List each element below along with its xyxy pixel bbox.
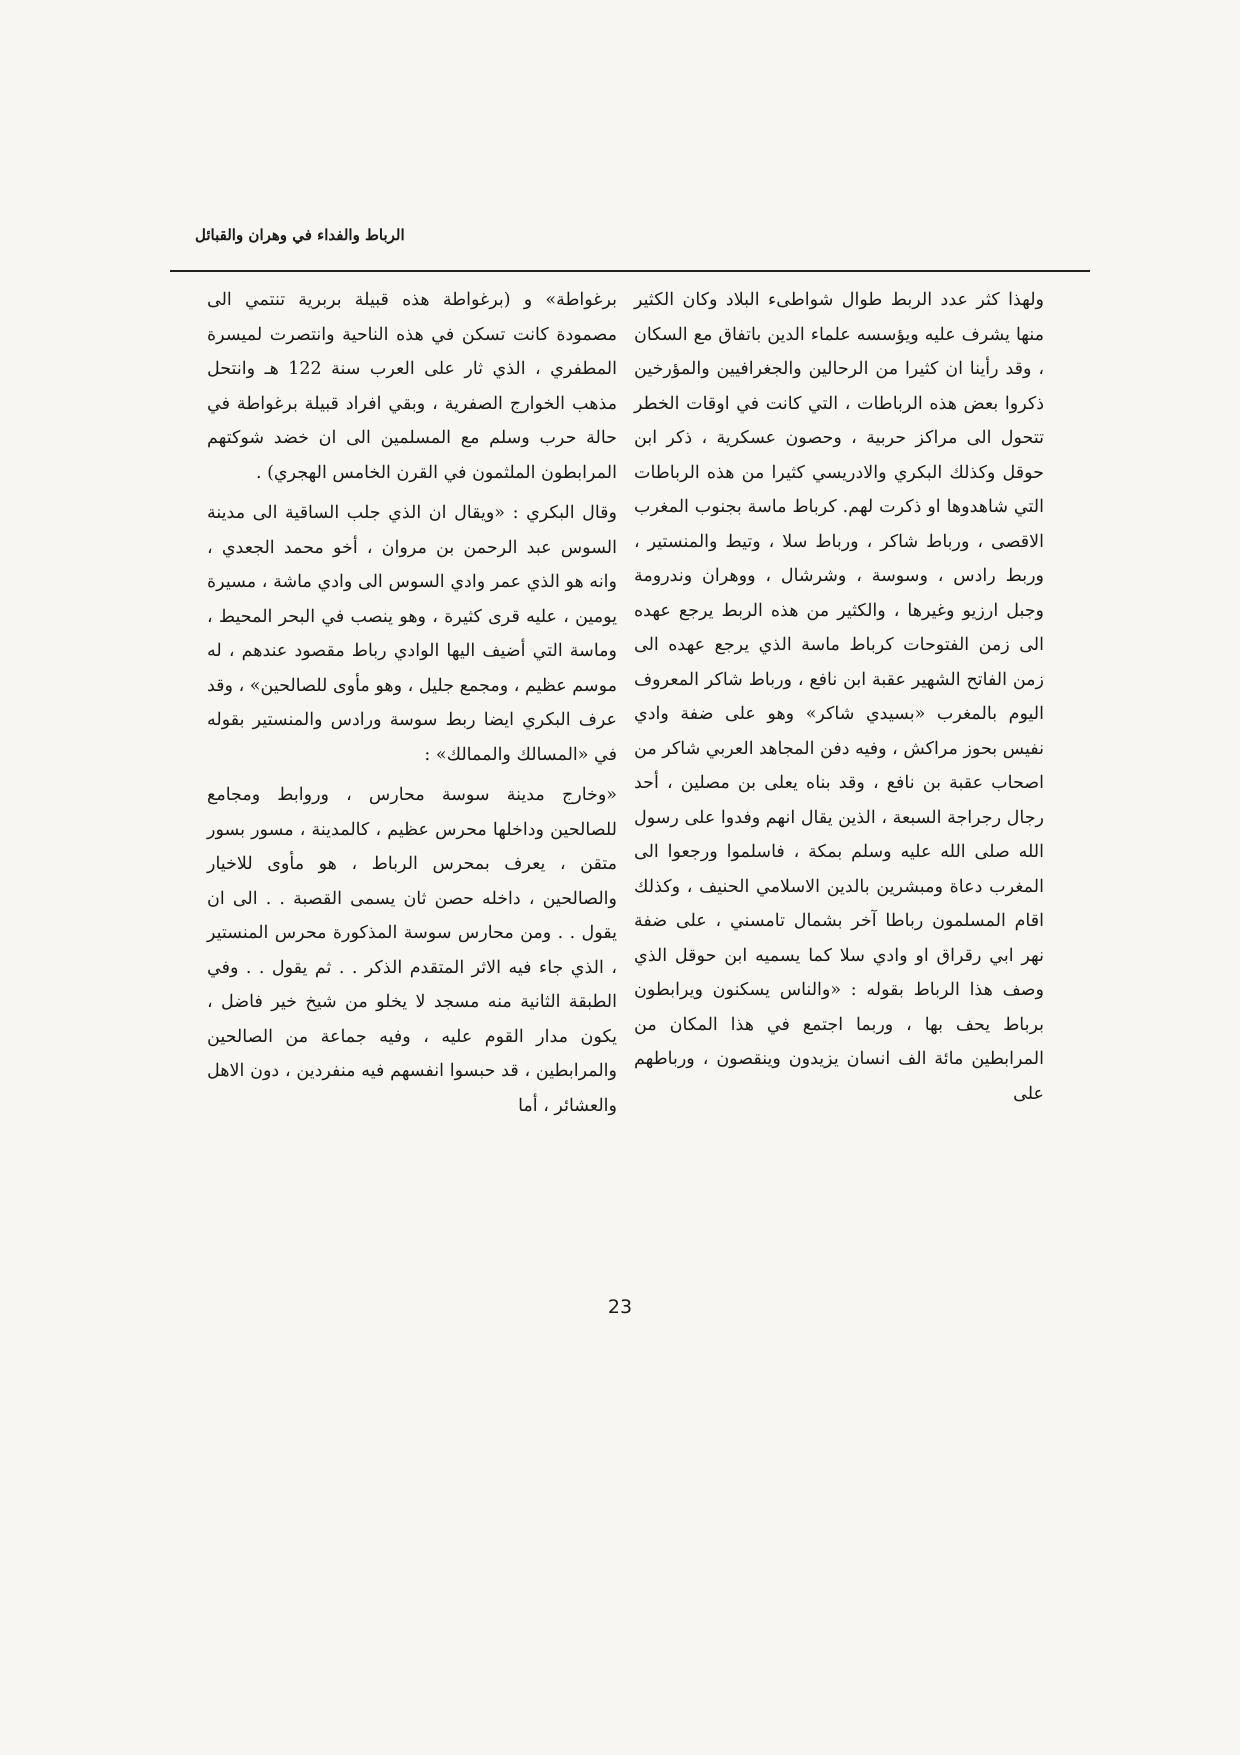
paragraph: ولهذا كثر عدد الربط طوال شواطىء البلاد وكان الكثير منها يشرف عليه ويؤسسه علماء الدين باتفاق مع السكان ، وقد رأينا ان كثيرا من الرحالين والجغرافيين والمؤرخين ذكروا بعض هذه الرباطات ، التي كانت في اوقات الخطر تتحول الى مراكز حربية ، وحصون عسكرية ، ذكر ابن حوقل وكذلك البكري والادريسي كثيرا من هذه الرباطات التي شاهدوها او ذكرت لهم. كرباط ماسة بجنوب المغرب الاقصى ، ورباط شاكر ، ورباط سلا ، وتيط والمنستير ، وربط رادس ، وسوسة ، وشرشال ، ووهران وندرومة وجبل ارزيو وغيرها ، والكثير من هذه الربط يرجع عهده الى زمن الفتوحات كرباط ماسة الذي يرجع عهده الى زمن الفاتح الشهير عقبة ابن نافع ، ورباط شاكر المعروف اليوم بالمغرب «بسيدي شاكر» وهو على ضفة وادي نفيس بحوز مراكش ، وفيه دفن المجاهد العربي شاكر من اصحاب عقبة بن نافع ، وقد بناه يعلى بن مصلين ، أحد رجال رجراجة السبعة ، الذين يقال انهم وفدوا على رسول الله صلى الله عليه وسلم بمكة ، فاسلموا ورجعوا الى المغرب دعاة ومبشرين بالدين الاسلامي الحنيف ، وكذلك اقام المسلمون رباطا آخر بشمال تامسني ، على ضفة نهر ابي رقراق او وادي سلا كما يسميه ابن حوقل الذي وصف هذا الرباط بقوله : «والناس يسكنون ويرابطون برباط يحف بها ، وربما اجتمع في هذا المكان من المرابطين مائة الف انسان يزيدون وينقصون ، ورباطهم على xyxy=(634,290,1044,1104)
page-number: 23 xyxy=(607,1296,633,1318)
paragraph: وقال البكري : «ويقال ان الذي جلب الساقية الى مدينة السوس عبد الرحمن بن مروان ، أخو محمد الجعدي ، وانه هو الذي عمر وادي السوس الى وادي ماشة ، مسيرة يومين ، عليه قرى كثيرة ، وهو ينصب في البحر المحيط ، وماسة التي أضيف اليها الوادي رباط مقصود عندهم ، له موسم عظيم ، ومجمع جليل ، وهو مأوى للصالحين» ، وقد عرف البكري ايضا ربط سوسة ورادس والمنستير بقوله في «المسالك والممالك» : xyxy=(207,503,617,765)
header-rule xyxy=(170,270,1090,272)
paragraph: «وخارج مدينة سوسة محارس ، وروابط ومجامع للصالحين وداخلها محرس عظيم ، كالمدينة ، مسور بسور متقن ، يعرف بمحرس الرباط ، هو مأوى للاخيار والصالحين ، داخله حصن ثان يسمى القصبة . . الى ان يقول . . ومن محارس سوسة المذكورة محرس المنستير ، الذي جاء فيه الاثر المتقدم الذكر . . ثم يقول . . وفي الطبقة الثانية منه مسجد لا يخلو من شيخ خير فاضل ، يكون مدار القوم عليه ، وفيه جماعة من الصالحين والمرابطين ، قد حبسوا انفسهم فيه منفردين ، دون الاهل والعشائر ، أما xyxy=(207,785,617,1116)
left-column xyxy=(207,283,617,1123)
running-header: الرباط والفداء في وهران والقبائل xyxy=(195,226,405,244)
paragraph: برغواطة» و (برغواطة هذه قبيلة بربرية تنتمي الى مصمودة كانت تسكن في هذه الناحية وانتصرت لميسرة المطفري ، الذي ثار على العرب سنة 122 هـ وانتحل مذهب الخوارج الصفرية ، وبقي افراد قبيلة برغواطة في حالة حرب وسلم مع المسلمين الى ان خضد شوكتهم المرابطون الملثمون في القرن الخامس الهجري) . xyxy=(207,290,618,483)
right-column xyxy=(634,283,1044,1111)
